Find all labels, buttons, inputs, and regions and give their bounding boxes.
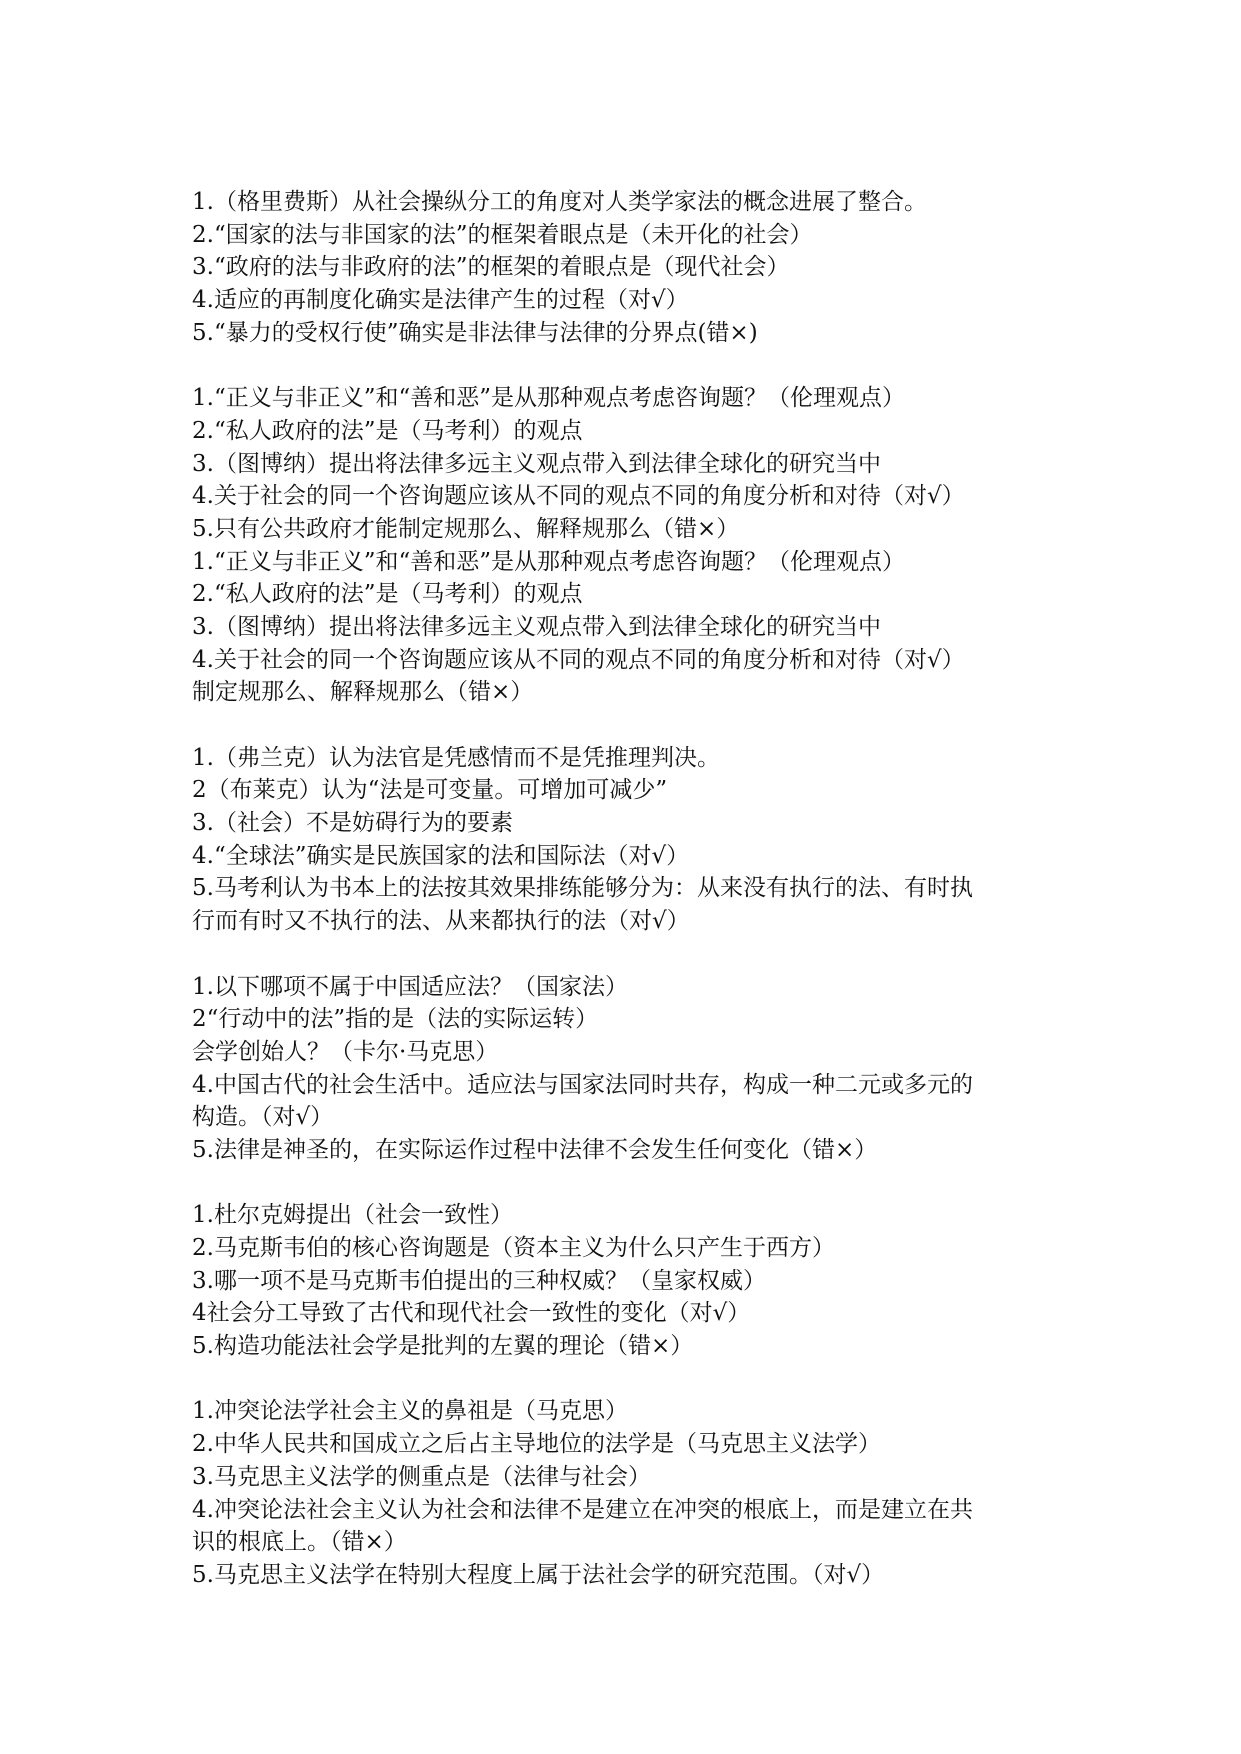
paragraph-gap — [192, 1363, 1052, 1396]
text-line: 2.“国家的法与非国家的法”的框架着眼点是（未开化的社会） — [192, 221, 813, 248]
text-line: 2（布莱克）认为“法是可变量。可增加可减少” — [192, 777, 668, 804]
text-line: 2.“私人政府的法”是（马考利）的观点 — [192, 417, 583, 444]
text-line: 1.杜尔克姆提出（社会一致性） — [192, 1202, 513, 1229]
text-line: 5.法律是神圣的，在实际运作过程中法律不会发生任何变化（错×） — [192, 1136, 878, 1163]
text-line: 行而有时又不执行的法、从来都执行的法（对√） — [192, 908, 690, 935]
text-line: 制定规那么、解释规那么（错×） — [192, 679, 534, 706]
text-line: 5.构造功能法社会学是批判的左翼的理论（错×） — [192, 1333, 694, 1360]
text-line: 4.关于社会的同一个咨询题应该从不同的观点不同的角度分析和对待（对√） — [192, 646, 965, 673]
text-line: 2.“私人政府的法”是（马考利）的观点 — [192, 581, 583, 608]
paragraph-gap — [192, 709, 1052, 742]
text-line: 5.马克思主义法学在特别大程度上属于法社会学的研究范围。（对√） — [192, 1561, 885, 1588]
text-line: 识的根底上。（错×） — [192, 1529, 407, 1556]
text-line: 4.冲突论法社会主义认为社会和法律不是建立在冲突的根底上，而是建立在共 — [192, 1496, 973, 1523]
text-line: 4.适应的再制度化确实是法律产生的过程（对√） — [192, 287, 689, 314]
text-line: 4.“全球法”确实是民族国家的法和国际法（对√） — [192, 842, 690, 869]
text-line: 5.只有公共政府才能制定规那么、解释规那么（错×） — [192, 515, 740, 542]
text-line: 1.（格里费斯）从社会操纵分工的角度对人类学家法的概念进展了整合。 — [192, 189, 927, 215]
text-line: 3.（社会）不是妨碍行为的要素 — [192, 810, 513, 837]
text-line: 构造。（对√） — [192, 1104, 334, 1131]
text-line: 4.中国古代的社会生活中。适应法与国家法同时共存，构成一种二元或多元的 — [192, 1071, 973, 1098]
paragraph-gap — [192, 938, 1052, 971]
text-line: 1.“正义与非正义”和“善和恶”是从那种观点考虑咨询题？（伦理观点） — [192, 385, 905, 412]
text-line: 1.以下哪项不属于中国适应法？（国家法） — [192, 973, 628, 1000]
text-line: 5.马考利认为书本上的法按其效果排练能够分为：从来没有执行的法、有时执 — [192, 875, 973, 902]
text-line: 2“行动中的法”指的是（法的实际运转） — [192, 1006, 599, 1033]
text-line: 2.中华人民共和国成立之后占主导地位的法学是（马克思主义法学） — [192, 1431, 881, 1458]
text-line: 1.冲突论法学社会主义的鼻祖是（马克思） — [192, 1398, 628, 1425]
text-line: 1.（弗兰克）认为法官是凭感情而不是凭推理判决。 — [192, 744, 720, 771]
document-body — [192, 186, 1052, 1592]
text-line: 4.关于社会的同一个咨询题应该从不同的观点不同的角度分析和对待（对√） — [192, 483, 965, 510]
paragraph-gap — [192, 1167, 1052, 1200]
text-line: 3.（图博纳）提出将法律多远主义观点带入到法律全球化的研究当中 — [192, 613, 881, 640]
paragraph-gap — [192, 349, 1052, 382]
text-line: 1.“正义与非正义”和“善和恶”是从那种观点考虑咨询题？（伦理观点） — [192, 548, 905, 575]
text-line: 5.“暴力的受权行使”确实是非法律与法律的分界点(错×) — [192, 319, 758, 346]
text-line: 3.哪一项不是马克斯韦伯提出的三种权威？（皇家权威） — [192, 1267, 766, 1294]
text-line: 会学创始人？（卡尔·马克思） — [192, 1038, 499, 1065]
text-line: 3.“政府的法与非政府的法”的框架的着眼点是（现代社会） — [192, 254, 790, 281]
text-line: 2.马克斯韦伯的核心咨询题是（资本主义为什么只产生于西方） — [192, 1235, 835, 1261]
text-line: 3.（图博纳）提出将法律多远主义观点带入到法律全球化的研究当中 — [192, 450, 881, 477]
text-line: 4社会分工导致了古代和现代社会一致性的变化（对√） — [192, 1300, 751, 1327]
text-line: 3.马克思主义法学的侧重点是（法律与社会） — [192, 1463, 651, 1490]
